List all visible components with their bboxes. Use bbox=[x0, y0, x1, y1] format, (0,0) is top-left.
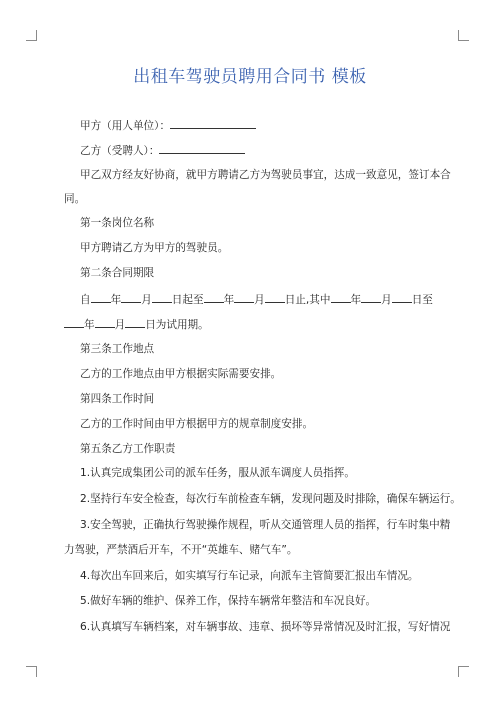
article-5-heading: 第五条乙方工作职责 bbox=[80, 443, 176, 455]
probation-end-day-blank[interactable] bbox=[125, 317, 145, 328]
term-month-label: 月 bbox=[114, 319, 126, 331]
article-2-heading: 第二条合同期限 bbox=[80, 267, 155, 279]
crop-mark-bottom-right bbox=[458, 666, 469, 677]
party-b-label: 乙方（受聘人）： bbox=[80, 145, 160, 157]
term-day-to-label: 日至 bbox=[411, 294, 433, 306]
article-1-body: 甲方聘请乙方为甲方的驾驶员。 bbox=[80, 242, 229, 254]
duty-1: 1.认真完成集团公司的派车任务，服从派车调度人员指挥。 bbox=[80, 467, 355, 479]
crop-mark-top-right bbox=[458, 30, 469, 41]
probation-start-year-blank[interactable] bbox=[331, 292, 351, 303]
term-start-month-blank[interactable] bbox=[121, 292, 141, 303]
party-b-line bbox=[80, 143, 245, 158]
probation-label: 日为试用期。 bbox=[145, 319, 209, 331]
party-a-line bbox=[80, 118, 256, 133]
article-1-heading: 第一条岗位名称 bbox=[80, 217, 155, 229]
term-end-year-blank[interactable] bbox=[204, 292, 224, 303]
term-end-day-blank[interactable] bbox=[265, 292, 285, 303]
document-title: 出租车驾驶员聘用合同书 模板 bbox=[133, 67, 367, 87]
duty-2: 2.坚持行车安全检查，每次行车前检查车辆，发现问题及时排除，确保车辆运行。 bbox=[80, 493, 461, 505]
probation-start-month-blank[interactable] bbox=[361, 292, 381, 303]
term-month-label: 月 bbox=[254, 294, 265, 306]
duty-5: 5.做好车辆的维护、保养工作，保持车辆常年整洁和车况良好。 bbox=[80, 595, 377, 607]
article-3-heading: 第三条工作地点 bbox=[80, 343, 155, 355]
party-a-blank[interactable] bbox=[170, 118, 256, 129]
term-start-day-blank[interactable] bbox=[152, 292, 172, 303]
duty-6: 6.认真填写车辆档案，对车辆事故、违章、损坏等异常情况及时汇报，写好情况 bbox=[80, 621, 451, 633]
duty-3-line-1: 3.安全驾驶，正确执行驾驶操作规程，听从交通管理人员的指挥，行车时集中精 bbox=[80, 519, 451, 531]
party-b-blank[interactable] bbox=[159, 143, 245, 154]
crop-mark-bottom-left bbox=[26, 666, 37, 677]
party-a-label: 甲方（用人单位）： bbox=[80, 120, 171, 132]
term-line-1 bbox=[80, 292, 433, 307]
term-line-2 bbox=[64, 317, 209, 332]
probation-start-day-blank[interactable] bbox=[392, 292, 412, 303]
article-4-heading: 第四条工作时间 bbox=[80, 393, 155, 405]
article-4-body: 乙方的工作时间由甲方根据甲方的规章制度安排。 bbox=[80, 418, 314, 430]
article-3-body: 乙方的工作地点由甲方根据实际需要安排。 bbox=[80, 368, 282, 380]
intro-line-2: 同。 bbox=[64, 193, 86, 205]
term-day-from-label: 日起至 bbox=[171, 294, 204, 306]
term-year-label: 年 bbox=[84, 319, 95, 331]
probation-end-month-blank[interactable] bbox=[95, 317, 115, 328]
term-month-label: 月 bbox=[381, 294, 392, 306]
term-year-label: 年 bbox=[350, 294, 362, 306]
crop-mark-top-left bbox=[26, 30, 37, 41]
term-day-until-label: 日止,其中 bbox=[284, 294, 331, 306]
term-year-label: 年 bbox=[110, 294, 122, 306]
probation-end-year-blank[interactable] bbox=[64, 317, 84, 328]
term-from: 自 bbox=[80, 294, 91, 306]
term-start-year-blank[interactable] bbox=[91, 292, 111, 303]
term-year-label: 年 bbox=[223, 294, 235, 306]
intro-line-1: 甲乙双方经友好协商，就甲方聘请乙方为驾驶员事宜，达成一致意见，签订本合 bbox=[80, 169, 451, 181]
term-month-label: 月 bbox=[141, 294, 152, 306]
duty-3-line-2: 力驾驶，严禁酒后开车，不开“英雄车、赌气车”。 bbox=[64, 544, 298, 556]
duty-4: 4.每次出车回来后，如实填写行车记录，向派车主管简要汇报出车情况。 bbox=[80, 570, 419, 582]
term-end-month-blank[interactable] bbox=[234, 292, 254, 303]
